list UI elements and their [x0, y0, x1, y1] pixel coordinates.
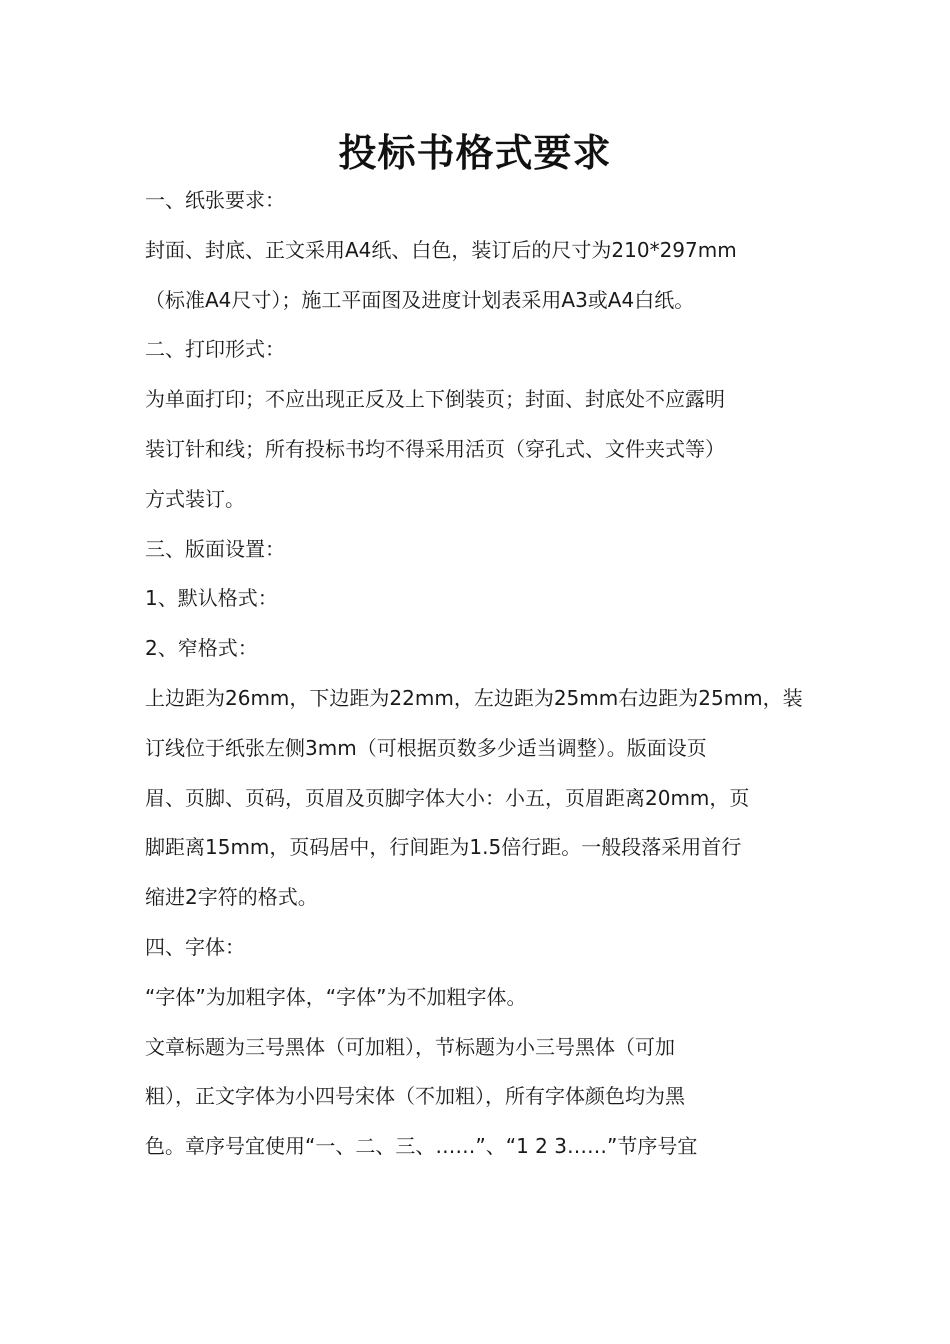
paragraph-line: 眉、页脚、页码，页眉及页脚字体大小：小五，页眉距离20mm，页 [145, 785, 750, 810]
section-heading-paper: 一、纸张要求： [145, 188, 285, 212]
paragraph-line: 脚距离15mm，页码居中，行间距为1.5倍行距。一般段落采用首行 [145, 835, 742, 860]
paragraph-line: 订线位于纸张左侧3mm（可根据页数多少适当调整）。版面设页 [145, 735, 707, 760]
document-body [145, 176, 825, 1172]
paragraph-line: 封面、封底、正文采用A4纸、白色，装订后的尺寸为210*297mm [145, 237, 737, 262]
paragraph-line: 为单面打印；不应出现正反及上下倒装页；封面、封底处不应露明 [145, 387, 725, 412]
section-heading-printing: 二、打印形式： [145, 337, 285, 362]
subheading-narrow-format: 2、窄格式： [145, 636, 258, 661]
paragraph-line: 缩进2字符的格式。 [145, 885, 318, 910]
section-heading-font: 四、字体： [145, 934, 245, 959]
subheading-default-format: 1、默认格式： [145, 586, 278, 611]
paragraph-line: 上边距为26mm，下边距为22mm，左边距为25mm右边距为25mm，装 [145, 685, 803, 710]
paragraph-line: 色。章序号宜使用“一、二、三、……”、“1 2 3……”节序号宜 [145, 1134, 698, 1159]
paragraph-line: 文章标题为三号黑体（可加粗），节标题为小三号黑体（可加 [145, 1034, 675, 1059]
section-heading-layout: 三、版面设置： [145, 536, 285, 561]
paragraph-line: 粗），正文字体为小四号宋体（不加粗），所有字体颜色均为黑 [145, 1084, 685, 1109]
paragraph-line: 装订针和线；所有投标书均不得采用活页（穿孔式、文件夹式等） [145, 436, 725, 461]
paragraph-line: “字体”为加粗字体，“字体”为不加粗字体。 [145, 984, 527, 1009]
page-title: 投标书格式要求 [338, 131, 612, 175]
paragraph-line: （标准A4尺寸）；施工平面图及进度计划表采用A3或A4白纸。 [145, 287, 695, 312]
paragraph-line: 方式装订。 [145, 486, 245, 511]
